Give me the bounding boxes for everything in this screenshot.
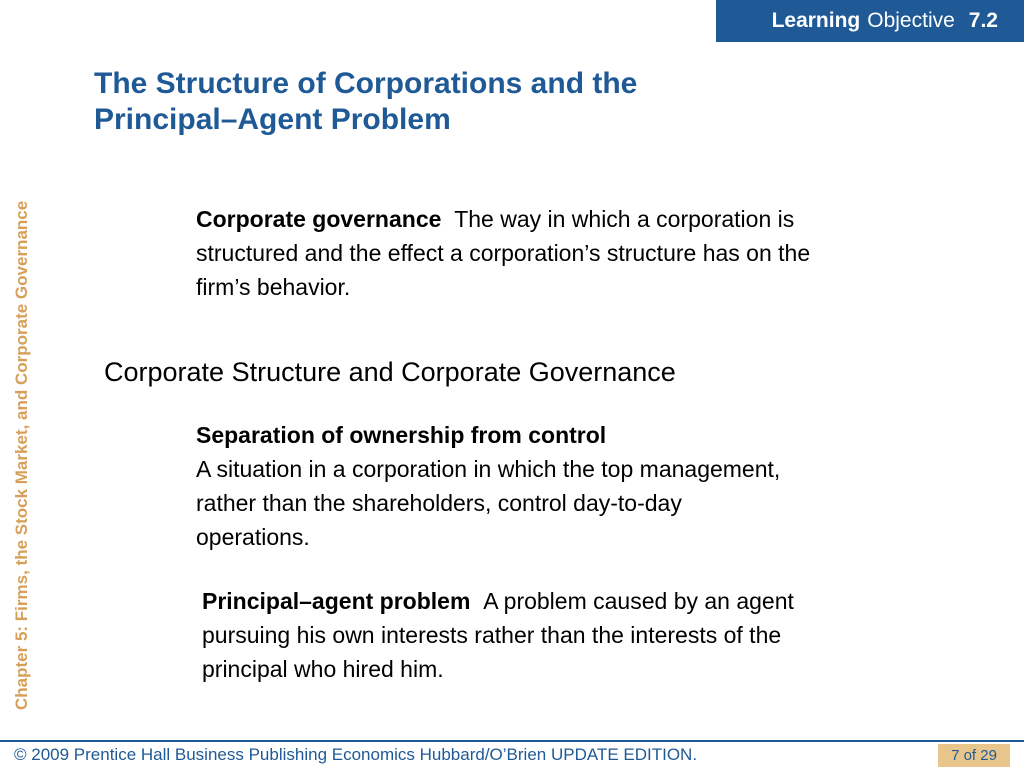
badge-learning-label: Learning — [771, 9, 861, 32]
definition-term: Corporate governance — [196, 206, 442, 232]
footer-divider — [0, 740, 1024, 742]
definition-term: Principal–agent problem — [202, 588, 471, 614]
slide-title — [94, 66, 754, 138]
definition-separation-of-ownership — [196, 418, 796, 554]
definition-principal-agent-problem — [202, 584, 842, 686]
definition-text: The way in which a corporation is structured and the effect a corporation’s structure has on the firm’s behavior. — [196, 206, 811, 300]
chapter-sidebar-label: Chapter 5: Firms, the Stock Market, and Corporate Governance — [12, 200, 31, 710]
definition-term: Separation of ownership from control — [196, 422, 607, 448]
slide-title-line-2: Principal–Agent Problem — [94, 103, 451, 136]
definition-corporate-governance — [196, 202, 836, 304]
definition-text: A problem caused by an agent pursuing his own interests rather than the interests of the principal who hired him. — [202, 588, 794, 682]
slide-footer — [0, 740, 1024, 768]
footer-copyright: © 2009 Prentice Hall Business Publishing Economics Hubbard/O’Brien UPDATE EDITION. — [14, 745, 698, 764]
badge-objective-number: 7.2 — [968, 9, 998, 32]
badge-objective-label: Objective — [867, 9, 955, 32]
section-subheading: Corporate Structure and Corporate Governance — [104, 357, 676, 387]
slide-title-line-1: The Structure of Corporations and the — [94, 67, 638, 100]
page-number-badge: 7 of 29 — [938, 744, 1010, 767]
learning-objective-badge — [716, 0, 1024, 42]
definition-text: A situation in a corporation in which the top management, rather than the shareholders, control day-to-day operations. — [196, 456, 781, 550]
